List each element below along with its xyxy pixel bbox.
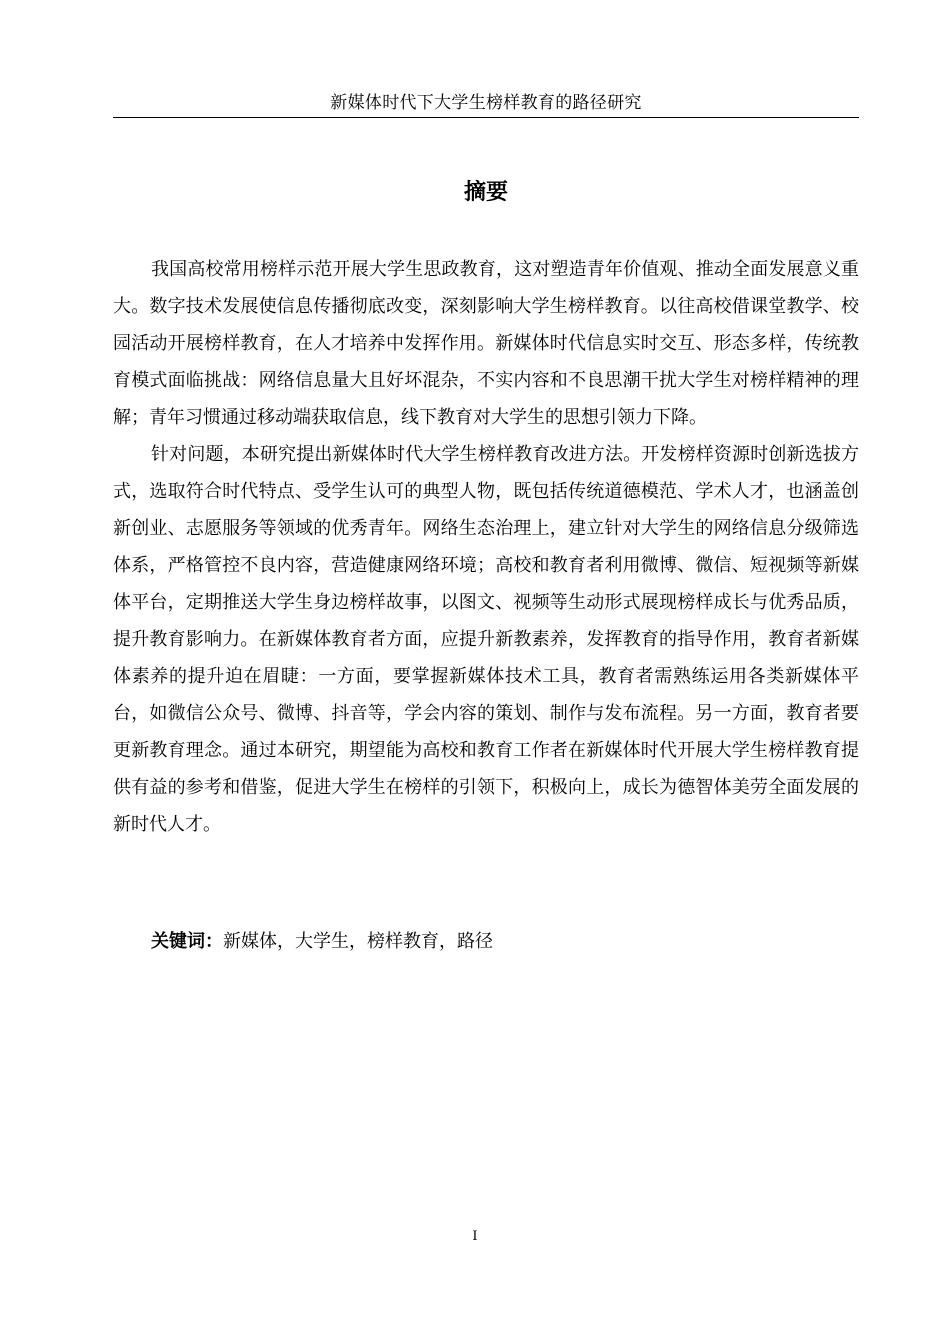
abstract-title: 摘要 <box>463 180 508 205</box>
keywords-line <box>151 925 493 959</box>
running-header: 新媒体时代下大学生榜样教育的路径研究 <box>330 93 642 113</box>
header-rule <box>113 117 859 118</box>
page-number: I <box>472 1229 478 1244</box>
abstract-paragraph: 我国高校常用榜样示范开展大学生思政教育，这对塑造青年价值观、推动全面发展意义重大。数字技术发展使信息传播彻底改变，深刻影响大学生榜样教育。以往高校借课堂教学、校园活动开展榜样教育，在人才培养中发挥作用。新媒体时代信息实时交互、形态多样，传统教育模式面临挑战：网络信息量大且好坏混杂，不实内容和不良思潮干扰大学生对榜样精神的理解；青年习惯通过移动端获取信息，线下教育对大学生的思想引领力下降。 <box>113 259 859 428</box>
abstract-paragraph: 针对问题，本研究提出新媒体时代大学生榜样教育改进方法。开发榜样资源时创新选拔方式，选取符合时代特点、受学生认可的典型人物，既包括传统道德模范、学术人才，也涵盖创新创业、志愿服务等领域的优秀青年。网络生态治理上，建立针对大学生的网络信息分级筛选体系，严格管控不良内容，营造健康网络环境；高校和教育者利用微博、微信、短视频等新媒体平台，定期推送大学生身边榜样故事，以图文、视频等生动形式展现榜样成长与优秀品质，提升教育影响力。在新媒体教育者方面，应提升新教素养，发挥教育的指导作用，教育者新媒体素养的提升迫在眉睫：一方面，要掌握新媒体技术工具，教育者需熟练运用各类新媒体平台，如微信公众号、微博、抖音等，学会内容的策划、制作与发布流程。另一方面，教育者要更新教育理念。通过本研究，期望能为高校和教育工作者在新媒体时代开展大学生榜样教育提供有益的参考和借鉴，促进大学生在榜样的引领下，积极向上，成长为德智体美劳全面发展的新时代人才。 <box>113 444 859 835</box>
abstract-body <box>113 251 859 843</box>
keywords-label: 关键词： <box>151 931 223 952</box>
keywords-value: 新媒体，大学生，榜样教育，路径 <box>223 931 493 952</box>
